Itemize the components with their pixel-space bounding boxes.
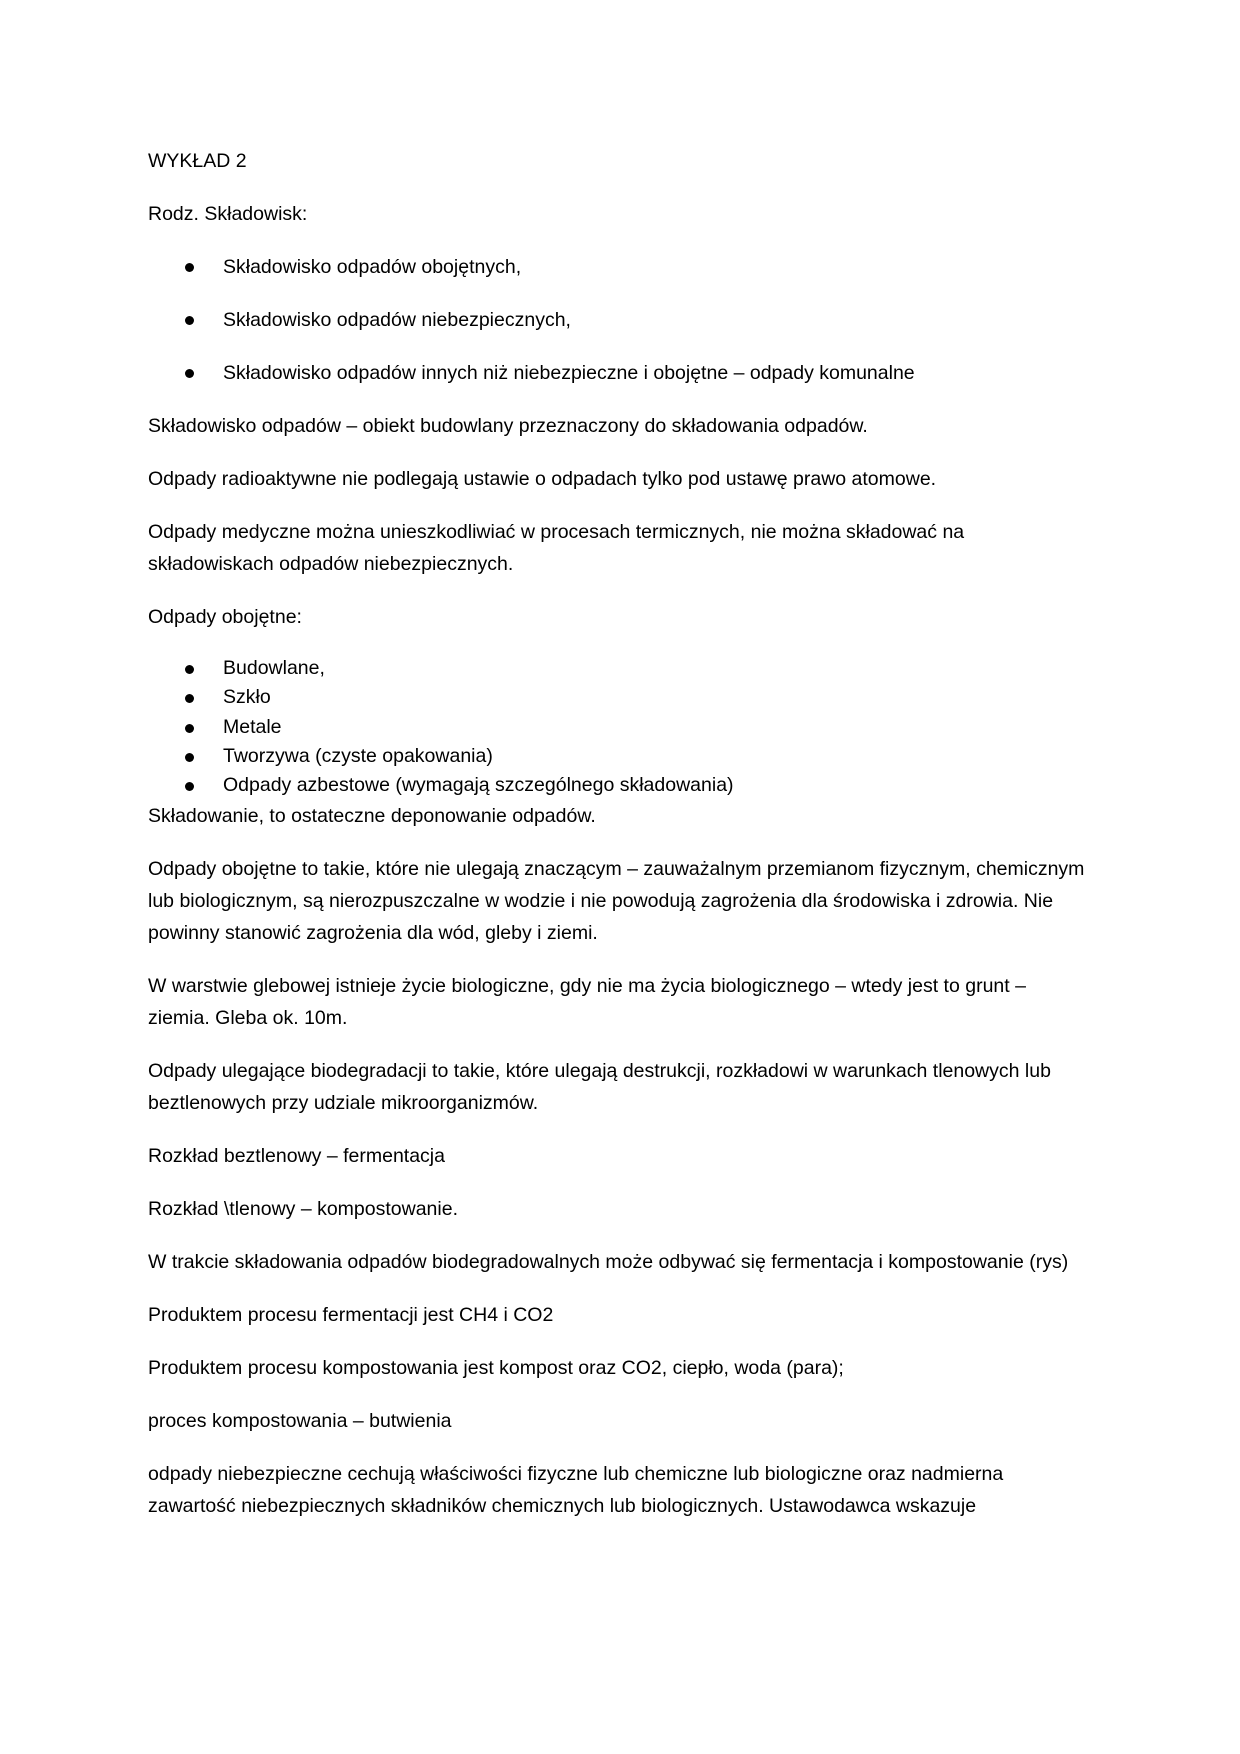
paragraph-radioactive: Odpady radioaktywne nie podlegają ustawie o odpadach tylko pod ustawę prawo atomowe.	[148, 468, 937, 490]
list-item-text: Składowisko odpadów obojętnych,	[223, 256, 522, 278]
document-body	[148, 145, 1088, 1522]
bullet-icon	[185, 369, 194, 378]
paragraph-inert-definition: Odpady obojętne to takie, które nie ulegają znaczącym – zauważalnym przemianom fizycznym, chemicznym lub biologicznym, są nierozpuszczalne w wodzie i nie powodują zagrożenia dla środowiska i zdrowia. Nie powinny stanowić zagrożenia dla wód, gleby i ziemi.	[148, 858, 1085, 945]
list-item	[148, 771, 1088, 800]
bullet-icon	[185, 263, 194, 272]
list-item	[148, 713, 1088, 742]
bullet-icon	[185, 753, 194, 762]
bullet-icon	[185, 316, 194, 325]
paragraph-aerobic: Rozkład \tlenowy – kompostowanie.	[148, 1198, 458, 1221]
paragraph-hazardous: odpady niebezpieczne cechują właściwości fizyczne lub chemiczne lub biologiczne oraz nadmierna zawartość niebezpiecznych składników chemicznych lub biologicznych. Ustawodawca wskazuje	[148, 1463, 1004, 1518]
list-item	[148, 654, 1088, 683]
list-item-text: Budowlane,	[223, 657, 325, 679]
inert-waste-list	[148, 654, 1088, 800]
paragraph-anaerobic: Rozkład beztlenowy – fermentacja	[148, 1145, 445, 1168]
list-item	[148, 742, 1088, 771]
list-item	[148, 251, 1088, 283]
bullet-icon	[185, 665, 194, 674]
paragraph-compost-process: proces kompostowania – butwienia	[148, 1410, 452, 1433]
bullet-icon	[185, 694, 194, 703]
paragraph-process: W trakcie składowania odpadów biodegradowalnych może odbywać się fermentacja i kompostowanie (rys)	[148, 1251, 1069, 1274]
list-item	[148, 304, 1088, 336]
list-item-text: Odpady azbestowe (wymagają szczególnego składowania)	[223, 774, 734, 797]
paragraph-biodegradable: Odpady ulegające biodegradacji to takie, które ulegają destrukcji, rozkładowi w warunkach tlenowych lub beztlenowych przy udziale mikroorganizmów.	[148, 1060, 1051, 1115]
landfill-types-intro: Rodz. Składowisk:	[148, 203, 308, 225]
landfill-types-list	[148, 251, 1088, 389]
paragraph-storage: Składowanie, to ostateczne deponowanie odpadów.	[148, 805, 596, 828]
list-item-text: Składowisko odpadów innych niż niebezpieczne i obojętne – odpady komunalne	[223, 362, 915, 384]
paragraph-soil: W warstwie glebowej istnieje życie biologiczne, gdy nie ma życia biologicznego – wtedy jest to grunt – ziemia. Gleba ok. 10m.	[148, 975, 1026, 1030]
list-item	[148, 683, 1088, 712]
paragraph-definition: Składowisko odpadów – obiekt budowlany przeznaczony do składowania odpadów.	[148, 415, 868, 437]
list-item-text: Tworzywa (czyste opakowania)	[223, 744, 493, 767]
list-item-text: Szkło	[223, 686, 271, 709]
lecture-heading: WYKŁAD 2	[148, 150, 247, 172]
list-item-text: Metale	[223, 715, 282, 738]
paragraph-compost-product: Produktem procesu kompostowania jest kompost oraz CO2, ciepło, woda (para);	[148, 1357, 844, 1380]
bullet-icon	[185, 724, 194, 733]
paragraph-medical: Odpady medyczne można unieszkodliwiać w procesach termicznych, nie można składować na składowiskach odpadów niebezpiecznych.	[148, 521, 965, 575]
list-item-text: Składowisko odpadów niebezpiecznych,	[223, 309, 571, 331]
inert-waste-intro: Odpady obojętne:	[148, 606, 302, 628]
list-item	[148, 357, 1088, 389]
bullet-icon	[185, 782, 194, 791]
paragraph-fermentation-product: Produktem procesu fermentacji jest CH4 i CO2	[148, 1304, 554, 1327]
